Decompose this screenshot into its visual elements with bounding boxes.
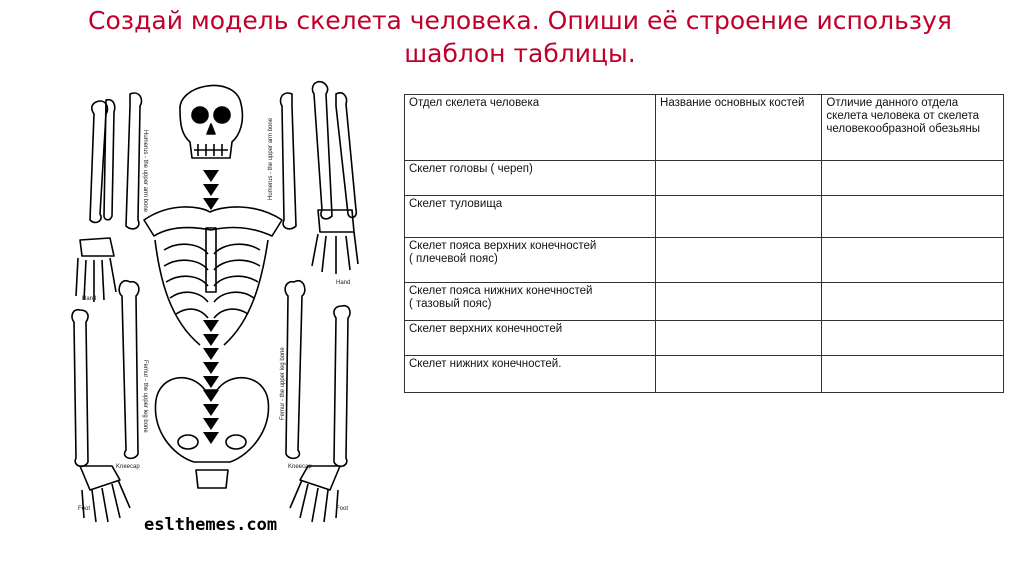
- table-cell: [822, 161, 1004, 196]
- table-cell: [822, 283, 1004, 321]
- table-row: [405, 238, 1004, 283]
- header-difference: Отличие данного отдела скелета человека от скелета человекообразной обезьяны: [822, 95, 1004, 161]
- table-cell: [656, 161, 822, 196]
- right-kneecap-label: Kneecap: [288, 464, 312, 470]
- row-label: Скелет верхних конечностей: [405, 321, 656, 356]
- table-row: [405, 161, 1004, 196]
- table-cell: [656, 321, 822, 356]
- left-hand-label: Hand: [82, 296, 97, 302]
- slide-title-line-1: Создай модель скелета человека. Опиши её строение используя: [88, 6, 952, 35]
- row-label: Скелет пояса верхних конечностей ( плечевой пояс): [405, 238, 656, 283]
- table-row: [405, 321, 1004, 356]
- table-cell: [822, 238, 1004, 283]
- table-cell: [656, 196, 822, 238]
- row-label: Скелет туловища: [405, 196, 656, 238]
- row-label: Скелет головы ( череп): [405, 161, 656, 196]
- right-hand-label: Hand: [336, 280, 351, 286]
- left-kneecap-label: Kneecap: [116, 464, 140, 470]
- slide-title-line-2: шаблон таблицы.: [404, 39, 636, 68]
- left-foot-label: Foot: [78, 506, 91, 512]
- left-humerus-label: Humerus - the upper arm bone: [142, 130, 148, 213]
- right-arm-drawing: [312, 82, 358, 286]
- feet-drawing: [78, 466, 348, 522]
- skull-drawing: [180, 86, 242, 158]
- table-header-row: [405, 95, 1004, 161]
- table-cell: [656, 283, 822, 321]
- table-row: [405, 196, 1004, 238]
- table-row: [405, 283, 1004, 321]
- skeleton-cutout-worksheet: [60, 70, 360, 560]
- slide-title: [70, 4, 970, 70]
- table-cell: [656, 238, 822, 283]
- right-femur-label: Femur - the upper leg bone: [280, 347, 286, 420]
- header-section: Отдел скелета человека: [405, 95, 656, 161]
- right-humerus-label: Humerus - the upper arm bone: [268, 117, 274, 200]
- left-femur-label: Femur - the upper leg bone: [142, 360, 148, 433]
- table-cell: [822, 321, 1004, 356]
- right-foot-label: Foot: [336, 506, 349, 512]
- header-bone-names: Название основных костей: [656, 95, 822, 161]
- row-label: Скелет пояса нижних конечностей ( тазовый пояс): [405, 283, 656, 321]
- skeleton-template-table: [404, 94, 1004, 393]
- brand-watermark: eslthemes.com: [144, 515, 278, 535]
- table-cell: [822, 196, 1004, 238]
- table-cell: [656, 356, 822, 393]
- row-label: Скелет нижних конечностей.: [405, 356, 656, 393]
- table-row: [405, 356, 1004, 393]
- table-cell: [822, 356, 1004, 393]
- left-arm-drawing: [76, 100, 116, 302]
